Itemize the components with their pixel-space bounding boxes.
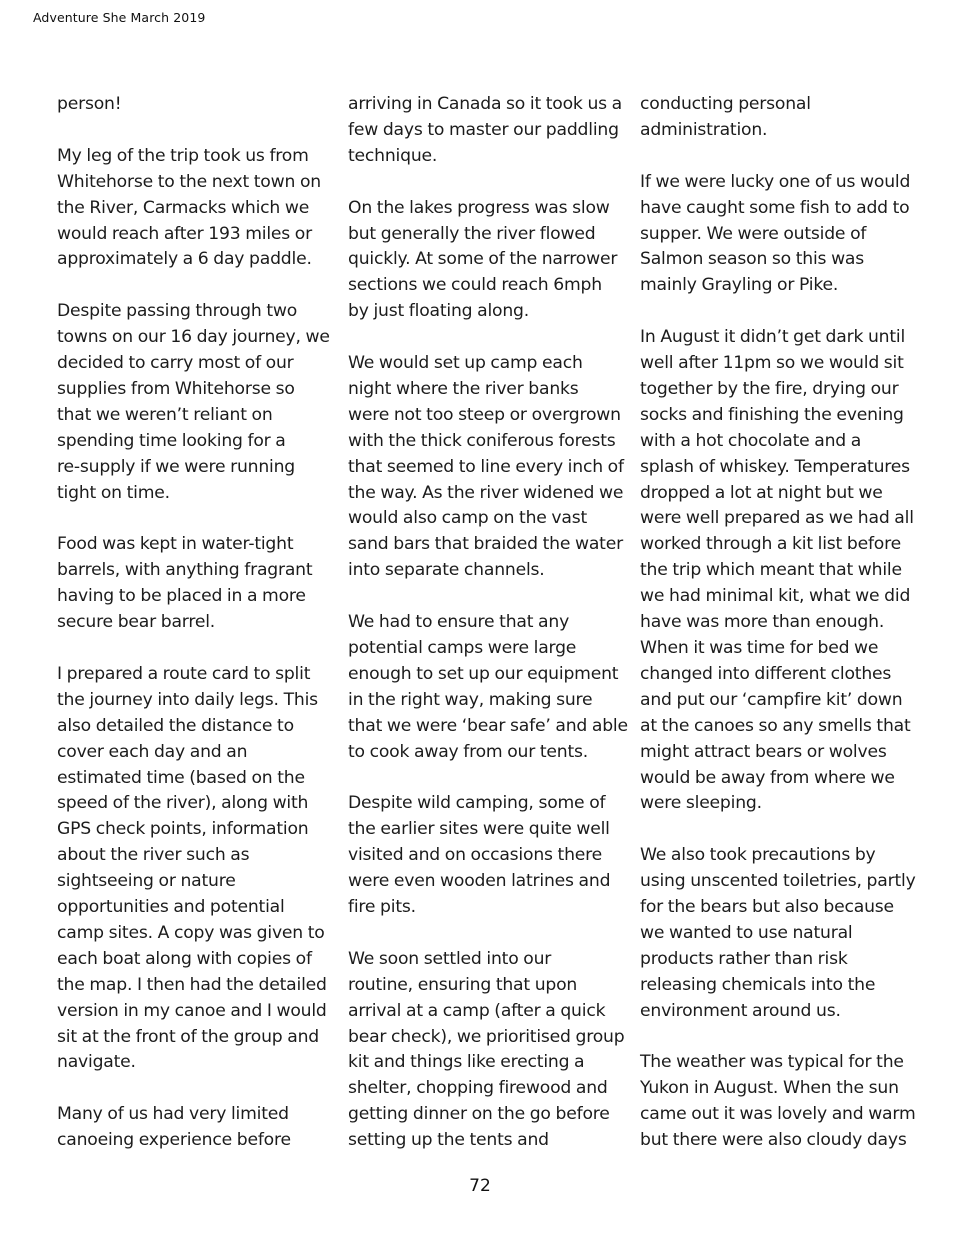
- text-line: were well prepared as we had all: [640, 508, 914, 529]
- text-line: arriving in Canada so it took us a: [348, 94, 622, 114]
- text-line: routine, ensuring that upon: [348, 974, 578, 995]
- text-line: for the bears but also because: [640, 897, 894, 918]
- text-line: sightseeing or nature: [57, 871, 236, 892]
- text-line: worked through a kit list before: [640, 534, 901, 555]
- text-line: Food was kept in water-tight: [57, 534, 294, 555]
- text-line: sit at the front of the group and: [57, 1026, 320, 1047]
- text-line: camp sites. A copy was given to: [57, 922, 325, 943]
- text-line: night where the river banks: [348, 378, 579, 399]
- text-line: mainly Grayling or Pike.: [640, 275, 839, 296]
- text-line: at the canoes so any smells that: [640, 715, 911, 736]
- text-line: into separate channels.: [348, 560, 545, 581]
- paragraph: [57, 92, 329, 118]
- text-line: cover each day and an: [57, 741, 248, 762]
- paragraph: [640, 843, 916, 1024]
- text-line: kit and things like erecting a: [348, 1052, 585, 1073]
- text-line: and put our ‘campfire kit’ down: [640, 689, 903, 710]
- text-line: have caught some fish to add to: [640, 197, 910, 218]
- text-line: The weather was typical for the: [640, 1052, 904, 1073]
- text-line: we had minimal kit, what we did: [640, 586, 911, 607]
- text-line: socks and finishing the evening: [640, 404, 904, 425]
- text-line: the way. As the river widened we: [348, 482, 624, 503]
- text-line: that seemed to line every inch of: [348, 456, 624, 477]
- paragraph: [348, 610, 628, 765]
- text-line: by just floating along.: [348, 301, 530, 322]
- text-line: visited and on occasions there: [348, 845, 603, 866]
- text-line: the River, Carmacks which we: [57, 197, 310, 218]
- text-line: about the river such as: [57, 845, 250, 866]
- paragraph: [348, 351, 624, 584]
- text-line: well after 11pm so we would sit: [640, 353, 904, 374]
- text-line: have was more than enough.: [640, 612, 885, 633]
- text-line: Whitehorse to the next town on: [57, 171, 321, 192]
- paragraph: [640, 170, 916, 300]
- paragraph: [348, 196, 620, 326]
- text-line: splash of whiskey. Temperatures: [640, 456, 910, 477]
- text-line: GPS check points, information: [57, 819, 309, 840]
- text-line: setting up the tents and: [348, 1130, 549, 1151]
- text-line: came out it was lovely and warm: [640, 1104, 916, 1125]
- text-line: We also took precautions by: [640, 845, 876, 866]
- text-line: were even wooden latrines and: [348, 871, 611, 892]
- text-line: supper. We were outside of: [640, 223, 867, 244]
- text-line: canoeing experience before: [57, 1130, 291, 1151]
- text-line: the map. I then had the detailed: [57, 974, 327, 995]
- text-line: arrival at a camp (after a quick: [348, 1000, 606, 1021]
- text-line: person!: [57, 94, 122, 114]
- text-line: Despite passing through two: [57, 301, 298, 322]
- paragraph: [348, 947, 625, 1154]
- text-line: each boat along with copies of: [57, 948, 312, 969]
- paragraph: [348, 791, 620, 921]
- running-head: Adventure She March 2019: [33, 10, 206, 25]
- text-line: that we weren’t reliant on: [57, 404, 273, 425]
- text-line: On the lakes progress was slow: [348, 197, 610, 218]
- text-line: We would set up camp each: [348, 353, 583, 374]
- text-line: technique.: [348, 145, 438, 166]
- text-line: speed of the river), along with: [57, 793, 309, 814]
- text-line: might attract bears or wolves: [640, 741, 887, 762]
- text-line: releasing chemicals into the: [640, 974, 876, 995]
- text-line: were not too steep or overgrown: [348, 404, 621, 425]
- text-line: barrels, with anything fragrant: [57, 560, 313, 581]
- text-line: enough to set up our equipment: [348, 663, 619, 684]
- paragraph: [640, 325, 916, 817]
- text-line: If we were lucky one of us would: [640, 171, 911, 192]
- text-line: administration.: [640, 119, 768, 140]
- text-line: potential camps were large: [348, 637, 577, 658]
- paragraph: [640, 92, 916, 144]
- text-line: In August it didn’t get dark until: [640, 327, 906, 348]
- text-line: opportunities and potential: [57, 897, 285, 918]
- text-line: We soon settled into our: [348, 948, 552, 969]
- page-number: 72: [469, 1176, 491, 1196]
- text-column-2: [348, 92, 628, 1154]
- text-line: dropped a lot at night but we: [640, 482, 883, 503]
- text-line: secure bear barrel.: [57, 612, 216, 633]
- text-line: the journey into daily legs. This: [57, 689, 318, 710]
- text-line: fire pits.: [348, 897, 416, 918]
- text-line: I prepared a route card to split: [57, 663, 311, 684]
- text-line: would be away from where we: [640, 767, 895, 788]
- paragraph: [348, 92, 620, 170]
- text-line: also detailed the distance to: [57, 715, 294, 736]
- text-column-3: [640, 92, 916, 1154]
- text-line: getting dinner on the go before: [348, 1104, 610, 1125]
- paragraph: [57, 144, 329, 274]
- text-line: to cook away from our tents.: [348, 741, 589, 762]
- text-line: products rather than risk: [640, 948, 848, 969]
- text-line: using unscented toiletries, partly: [640, 871, 916, 892]
- text-line: spending time looking for a: [57, 430, 286, 451]
- text-line: Salmon season so this was: [640, 249, 865, 270]
- text-line: in the right way, making sure: [348, 689, 593, 710]
- text-line: estimated time (based on the: [57, 767, 305, 788]
- text-line: version in my canoe and I would: [57, 1000, 327, 1021]
- text-line: with the thick coniferous forests: [348, 430, 616, 451]
- text-line: Yukon in August. When the sun: [640, 1078, 899, 1099]
- text-line: towns on our 16 day journey, we: [57, 327, 330, 348]
- text-column-1: [57, 92, 329, 1154]
- text-line: but there were also cloudy days: [640, 1130, 907, 1151]
- text-line: Many of us had very limited: [57, 1104, 289, 1125]
- text-line: We had to ensure that any: [348, 612, 570, 633]
- text-line: My leg of the trip took us from: [57, 145, 309, 166]
- text-line: re-supply if we were running: [57, 456, 296, 477]
- text-line: changed into different clothes: [640, 663, 892, 684]
- text-line: having to be placed in a more: [57, 586, 306, 607]
- text-line: quickly. At some of the narrower: [348, 249, 618, 270]
- paragraph: [57, 299, 329, 506]
- text-line: would also camp on the vast: [348, 508, 587, 529]
- text-line: sand bars that braided the water: [348, 534, 623, 555]
- text-line: were sleeping.: [640, 793, 762, 814]
- text-line: the trip which meant that while: [640, 560, 902, 581]
- text-line: but generally the river flowed: [348, 223, 596, 244]
- paragraph: [57, 1102, 329, 1154]
- text-line: the earlier sites were quite well: [348, 819, 610, 840]
- text-line: together by the fire, drying our: [640, 378, 899, 399]
- text-line: bear check), we prioritised group: [348, 1026, 625, 1047]
- paragraph: [640, 1050, 916, 1154]
- text-line: tight on time.: [57, 482, 170, 503]
- text-line: environment around us.: [640, 1000, 841, 1021]
- text-line: few days to master our paddling: [348, 119, 619, 140]
- text-line: we wanted to use natural: [640, 922, 853, 943]
- text-line: sections we could reach 6mph: [348, 275, 602, 296]
- text-line: When it was time for bed we: [640, 638, 879, 658]
- text-line: navigate.: [57, 1052, 136, 1073]
- text-line: shelter, chopping firewood and: [348, 1078, 608, 1099]
- paragraph: [57, 662, 329, 1077]
- text-line: with a hot chocolate and a: [640, 430, 862, 451]
- text-line: would reach after 193 miles or: [57, 223, 312, 244]
- text-line: Despite wild camping, some of: [348, 793, 606, 814]
- text-line: conducting personal: [640, 94, 811, 114]
- text-line: decided to carry most of our: [57, 353, 294, 374]
- text-line: supplies from Whitehorse so: [57, 378, 295, 399]
- text-line: that we were ‘bear safe’ and able: [348, 715, 628, 736]
- text-line: approximately a 6 day paddle.: [57, 249, 312, 270]
- paragraph: [57, 532, 329, 636]
